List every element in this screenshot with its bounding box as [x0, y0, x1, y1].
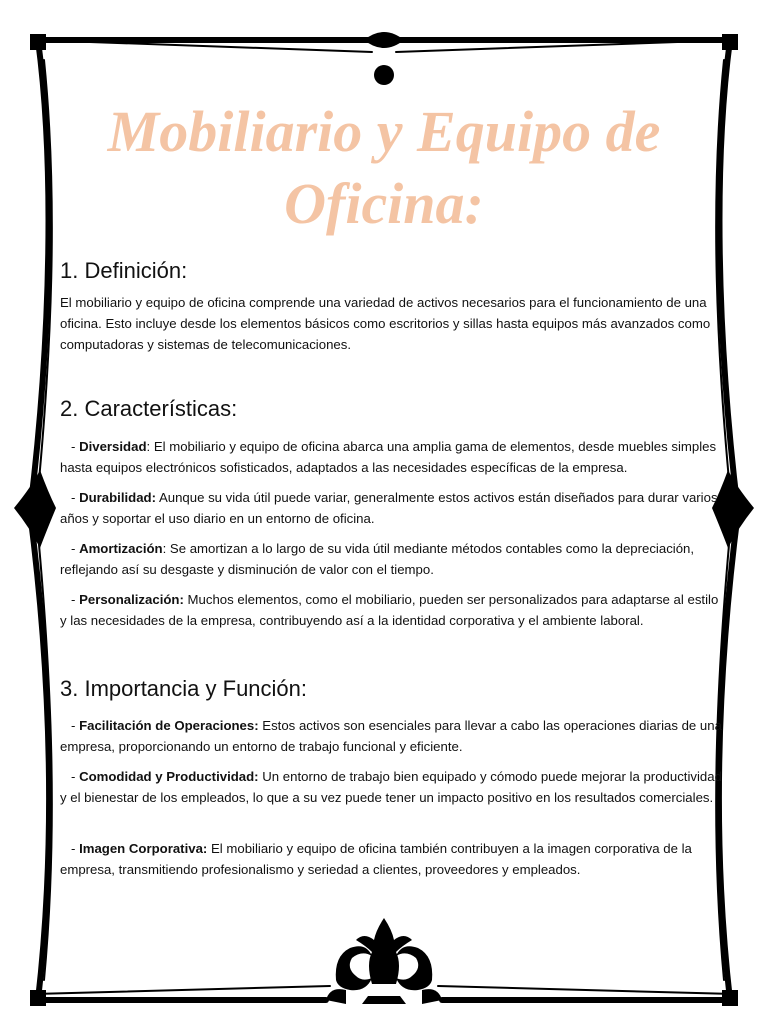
term-durabilidad: Durabilidad: — [79, 490, 156, 505]
list-item-durabilidad: - Durabilidad: Aunque su vida útil puede variar, generalmente estos activos están diseñados para durar varios años y soportar el uso diario en un entorno de oficina. — [60, 490, 718, 526]
section-heading-caracteristicas: 2. Características: — [60, 396, 238, 421]
list-item-facilitacion: - Facilitación de Operaciones: Estos activos son esenciales para llevar a cabo las operaciones diarias de una empresa, proporcionando un entorno de trabajo funcional y eficiente. — [60, 718, 722, 754]
definicion-paragraph: El mobiliario y equipo de oficina comprende una variedad de activos necesarios para el funcionamiento de una oficina. Esto incluye desde los elementos básicos como escritorios y sillas hasta equipos más avanzados como computadoras y sistemas de telecomunicaciones. — [60, 295, 711, 352]
term-personalizacion: Personalización: — [79, 592, 184, 607]
list-item-imagen: - Imagen Corporativa: El mobiliario y equipo de oficina también contribuyen a la imagen corporativa de la empresa, transmitiendo profesionalismo y seriedad a clientes, proveedores y empleados. — [60, 841, 692, 877]
list-item-comodidad: - Comodidad y Productividad: Un entorno de trabajo bien equipado y cómodo puede mejorar la productividad y el bienestar de los empleados, lo que a su vez puede tener un impacto positivo en los resultados comerciales. — [60, 769, 722, 805]
term-facilitacion: Facilitación de Operaciones: — [79, 718, 259, 733]
section-heading-importancia: 3. Importancia y Función: — [60, 676, 308, 701]
list-item-amortizacion: - Amortización: Se amortizan a lo largo de su vida útil mediante métodos contables como la depreciación, reflejando así su desgaste y disminución de valor con el tiempo. — [60, 541, 695, 577]
section-heading-definicion: 1. Definición: — [60, 258, 188, 283]
list-item-personalizacion: - Personalización: Muchos elementos, como el mobiliario, pueden ser personalizados para adaptarse al estilo y las necesidades de la empresa, contribuyendo así a la identidad corporativa y el ambiente laboral. — [60, 592, 719, 628]
term-imagen: Imagen Corporativa: — [79, 841, 208, 856]
page-title — [60, 96, 708, 240]
term-amortizacion: Amortización — [79, 541, 163, 556]
term-comodidad: Comodidad y Productividad: — [79, 769, 259, 784]
list-item-diversidad: - Diversidad: El mobiliario y equipo de oficina abarca una amplia gama de elementos, desde muebles simples hasta equipos electrónicos sofisticados, adaptados a las necesidades específicas de la empresa. — [60, 439, 717, 475]
title-line-2: Oficina: — [284, 171, 484, 236]
title-line-1: Mobiliario y Equipo de — [107, 99, 661, 164]
term-diversidad: Diversidad — [79, 439, 147, 454]
